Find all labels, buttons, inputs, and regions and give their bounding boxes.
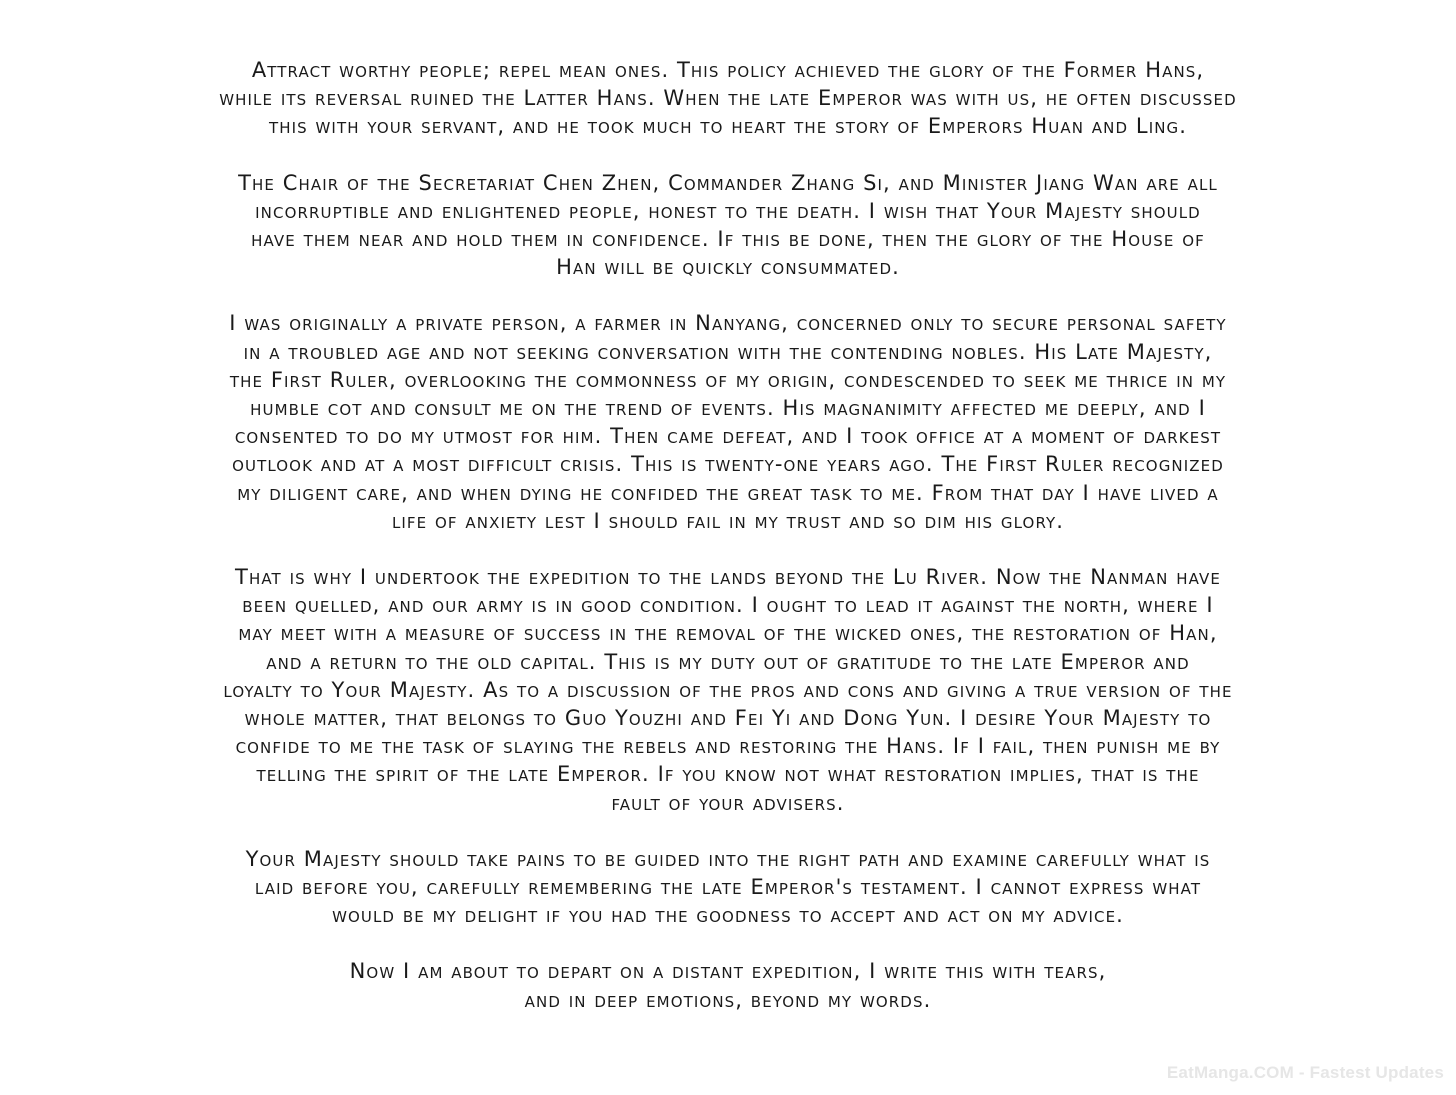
text-line: the First Ruler, overlooking the commonness of my origin, condescended to seek me thrice in my	[229, 367, 1227, 392]
paragraph-6	[60, 957, 1396, 1013]
text-line: my diligent care, and when dying he confided the great task to me. From that day I have lived a	[237, 480, 1219, 505]
watermark-text: EatManga.COM - Fastest Updates	[1166, 1063, 1444, 1082]
text-line: confide to me the task of slaying the rebels and restoring the Hans. If I fail, then punish me by	[235, 734, 1221, 759]
text-line: fault of your advisers.	[611, 790, 845, 815]
text-line: and in deep emotions, beyond my words.	[524, 987, 932, 1012]
text-line: whole matter, that belongs to Guo Youzhi and Fei Yi and Dong Yun. I desire Your Majesty to	[244, 706, 1212, 731]
text-line: Now I am about to depart on a distant expedition, I write this with tears,	[349, 959, 1107, 984]
paragraph-4	[60, 563, 1396, 817]
paragraph-3	[60, 309, 1396, 535]
text-line: have them near and hold them in confidence. If this be done, then the glory of the House of	[251, 227, 1205, 252]
letter-body	[60, 56, 1396, 1042]
text-line: humble cot and consult me on the trend of events. His magnanimity affected me deeply, and I	[250, 396, 1206, 421]
text-line: loyalty to Your Majesty. As to a discussion of the pros and cons and giving a true version of the	[223, 677, 1233, 702]
text-line: telling the spirit of the late Emperor. If you know not what restoration implies, that is the	[256, 762, 1200, 787]
text-line: Attract worthy people; repel mean ones. This policy achieved the glory of the Former Hans,	[251, 58, 1205, 82]
text-line: incorruptible and enlightened people, honest to the death. I wish that Your Majesty should	[255, 198, 1201, 223]
text-line: may meet with a measure of success in the removal of the wicked ones, the restoration of Han,	[238, 621, 1218, 646]
text-line: and a return to the old capital. This is my duty out of gratitude to the late Emperor and	[266, 649, 1190, 674]
text-line: this with your servant, and he took much to heart the story of Emperors Huan and Ling.	[268, 114, 1188, 139]
text-line: would be my delight if you had the goodness to accept and act on my advice.	[332, 903, 1124, 928]
text-line: I was originally a private person, a farmer in Nanyang, concerned only to secure personal safety	[229, 311, 1227, 336]
text-line: The Chair of the Secretariat Chen Zhen, Commander Zhang Si, and Minister Jiang Wan are all	[238, 170, 1218, 195]
text-line: consented to do my utmost for him. Then came defeat, and I took office at a moment of darkest	[234, 424, 1222, 449]
text-line: while its reversal ruined the Latter Hans. When the late Emperor was with us, he often discussed	[219, 86, 1237, 111]
text-line: outlook and at a most difficult crisis. This is twenty-one years ago. The First Ruler recognized	[232, 452, 1224, 477]
text-line: been quelled, and our army is in good condition. I ought to lead it against the north, where I	[242, 593, 1214, 618]
text-line: Han will be quickly consummated.	[556, 255, 900, 280]
text-line: in a troubled age and not seeking conversation with the contending nobles. His Late Majesty,	[243, 339, 1213, 364]
text-line: life of anxiety lest I should fail in my trust and so dim his glory.	[391, 508, 1065, 533]
text-line: That is why I undertook the expedition to the lands beyond the Lu River. Now the Nanman have	[235, 565, 1221, 590]
text-line: Your Majesty should take pains to be guided into the right path and examine carefully what is	[245, 846, 1211, 871]
text-line: laid before you, carefully remembering the late Emperor's testament. I cannot express what	[254, 875, 1202, 900]
paragraph-1	[60, 56, 1396, 141]
paragraph-5	[60, 845, 1396, 930]
paragraph-2	[60, 169, 1396, 282]
